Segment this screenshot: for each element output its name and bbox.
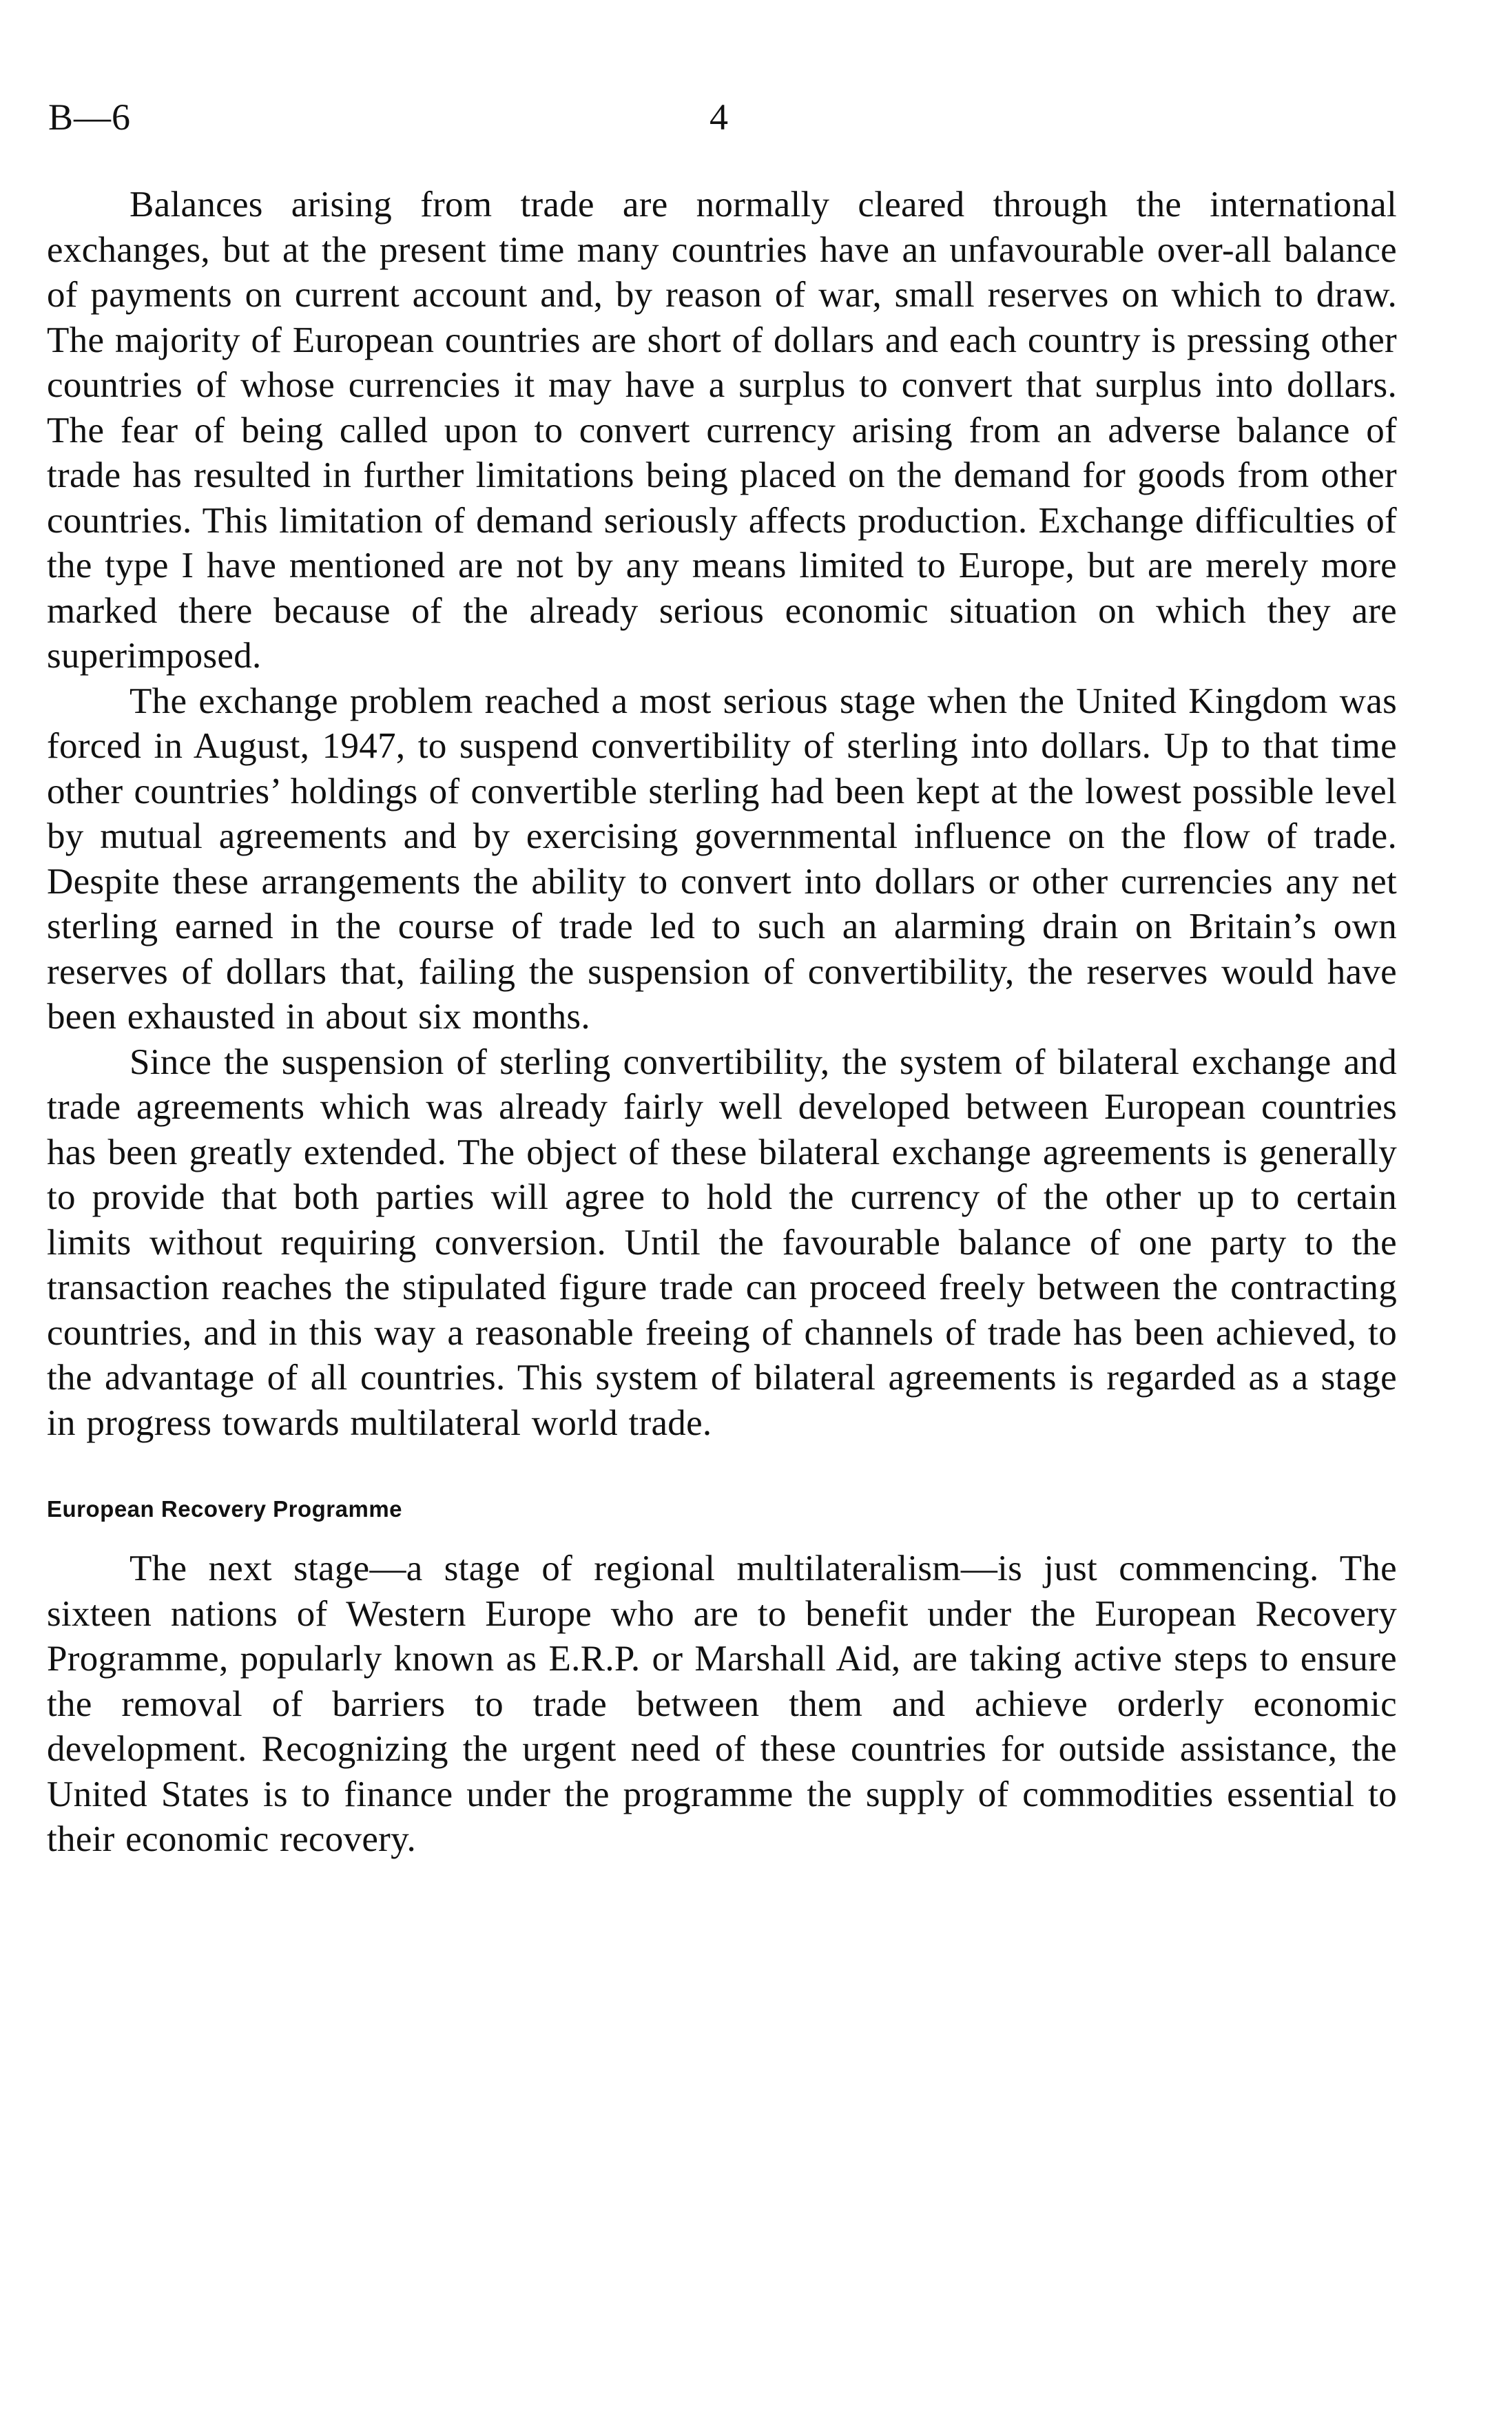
body-text (47, 183, 1397, 1863)
document-reference: B—6 (48, 96, 132, 138)
paragraph-bilateral-agreements: Since the suspension of sterling convertibility, the system of bilateral exchange and trade agreements which was already fairly well developed between European countries has been greatly extended. The object of these bilateral exchange agreements is generally to provide that both parties will agree to hold the currency of the other up to certain limits without requiring conversion. Until the favourable balance of one party to the transaction reaches the stipulated figure trade can proceed freely between the contracting countries, and in this way a reasonable freeing of channels of trade has been achieved, to the advantage of all countries. This system of bilateral agreements is regarded as a stage in progress towards multilateral world trade. (47, 1042, 1397, 1443)
paragraph-regional-multilateralism: The next stage—a stage of regional multilateralism—is just commencing. The sixteen nations of Western Europe who are to benefit under the European Recovery Programme, popularly known as E.R.P. or Marshall Aid, are taking active steps to ensure the removal of barriers to trade between them and achieve orderly economic development. Recognizing the urgent need of these countries for outside assistance, the United States is to finance under the programme the supply of commodities essential to their economic recovery. (47, 1549, 1397, 1859)
section-heading: European Recovery Programme (47, 1496, 403, 1522)
paragraph-exchange-problem: The exchange problem reached a most serious stage when the United Kingdom was forced in August, 1947, to suspend convertibility of sterling into dollars. Up to that time other countries’ holdings of convertible sterling had been kept at the lowest possible level by mutual agreements and by exercising governmental influence on the flow of trade. Despite these arrangements the ability to convert into dollars or other currencies any net sterling earned in the course of trade led to such an alarming drain on Britain’s own reserves of dollars that, failing the suspension of convertibility, the reserves would have been exhausted in about six months. (47, 681, 1397, 1037)
page-number: 4 (710, 96, 728, 138)
paragraph-balances: Balances arising from trade are normally cleared through the international exchanges, but at the present time many countries have an unfavourable over-all balance of payments on current account and, by reason of war, small reserves on which to draw. The majority of European countries are short of dollars and each country is pressing other countries of whose currencies it may have a surplus to convert that surplus into dollars. The fear of being called upon to convert currency arising from an adverse balance of trade has resulted in further limitations being placed on the demand for goods from other countries. This limitation of demand seriously affects production. Exchange difficulties of the type I have mentioned are not by any means limited to Europe, but are merely more marked there because of the already serious economic situation on which they are superimposed. (47, 185, 1397, 676)
